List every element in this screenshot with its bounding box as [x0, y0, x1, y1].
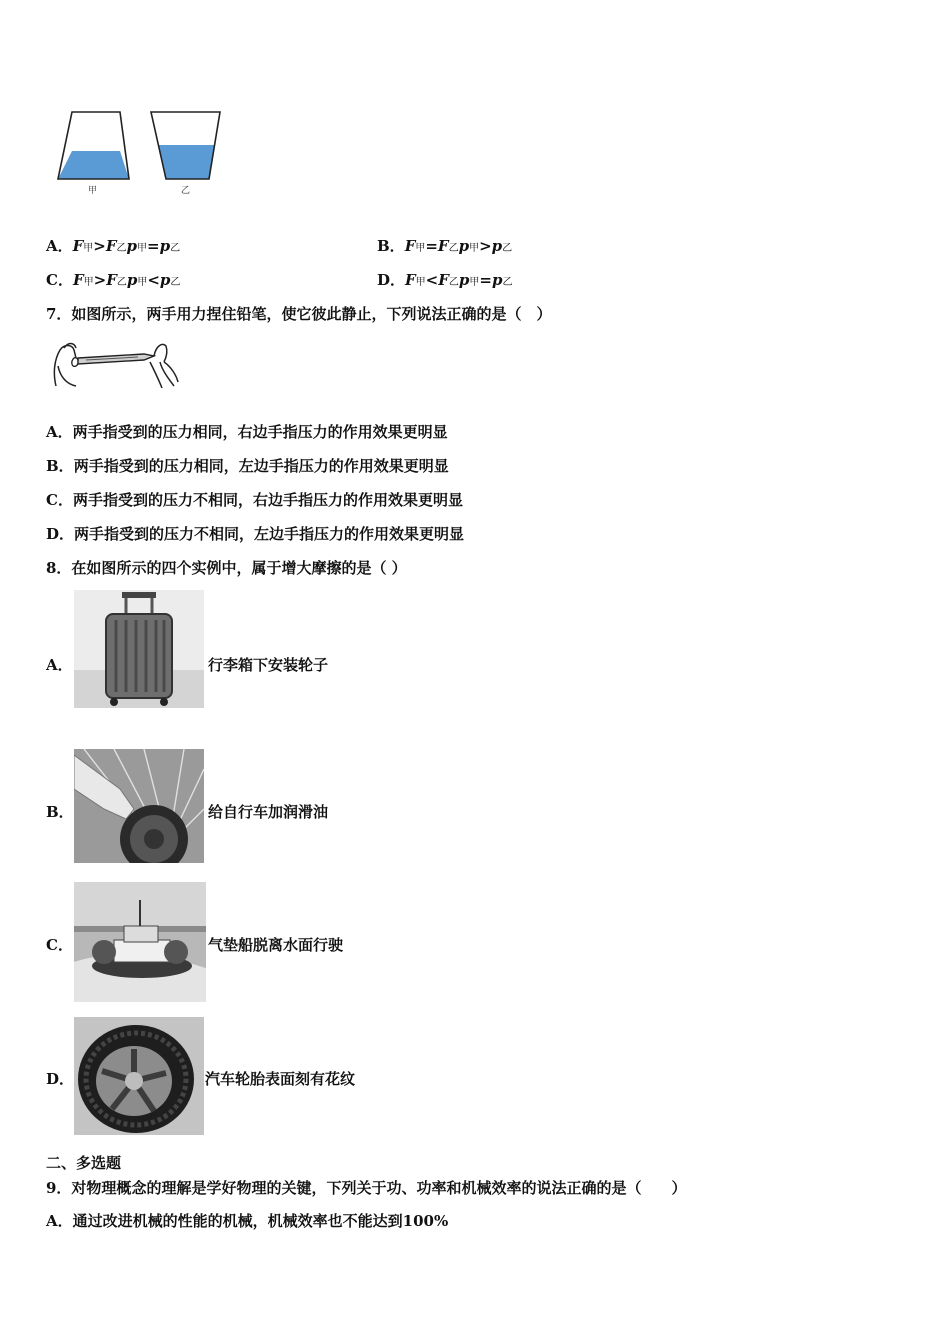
q7-option-b[interactable]: B．两手指受到的压力相同，左边手指压力的作用效果更明显: [46, 457, 449, 475]
q8-option-d-text: 汽车轮胎表面刻有花纹: [205, 1070, 356, 1088]
car-tire-photo: [74, 1017, 204, 1135]
q6-option-b[interactable]: B．F甲=F乙p甲>p乙: [377, 237, 513, 255]
q8-option-a-text: 行李箱下安装轮子: [208, 656, 329, 674]
bicycle-oil-photo: [74, 749, 204, 863]
q8-option-b-letter[interactable]: B．: [46, 803, 74, 821]
q8-option-c-text: 气垫船脱离水面行驶: [208, 936, 344, 954]
q6-containers-figure: [50, 105, 230, 200]
suitcase-photo: [74, 590, 204, 708]
hovercraft-photo: [74, 882, 206, 1002]
water-yi: [158, 145, 215, 179]
q8-stem: 8．在如图所示的四个实例中，属于增大摩擦的是（ ）: [46, 559, 407, 577]
q8-option-c-letter[interactable]: C．: [46, 936, 73, 954]
label-yi: 乙: [181, 186, 191, 196]
q6-option-a[interactable]: A．F甲>F乙p甲=p乙: [46, 237, 181, 255]
q8-option-a-letter[interactable]: A．: [46, 656, 73, 674]
container-jia: [58, 112, 129, 179]
q6-option-d[interactable]: D．F甲<F乙p甲=p乙: [377, 271, 513, 289]
q8-option-d-letter[interactable]: D．: [46, 1070, 75, 1088]
q9-stem: 9．对物理概念的理解是学好物理的关键，下列关于功、功率和机械效率的说法正确的是（ ）: [46, 1179, 687, 1197]
label-jia: 甲: [88, 186, 98, 196]
section-title: 二、多选题: [46, 1154, 122, 1172]
q9-option-a[interactable]: A．通过改进机械的性能的机械，机械效率也不能达到100%: [46, 1212, 449, 1230]
container-yi: [151, 112, 220, 179]
q7-option-a[interactable]: A．两手指受到的压力相同，右边手指压力的作用效果更明显: [46, 423, 448, 441]
q6-option-c[interactable]: C．F甲>F乙p甲<p乙: [46, 271, 181, 289]
q7-option-c[interactable]: C．两手指受到的压力不相同，右边手指压力的作用效果更明显: [46, 491, 463, 509]
water-jia: [58, 151, 129, 179]
q8-option-b-text: 给自行车加润滑油: [208, 803, 329, 821]
q7-stem: 7．如图所示，两手用力捏住铅笔，使它彼此静止，下列说法正确的是（ ）: [46, 305, 552, 323]
q7-option-d[interactable]: D．两手指受到的压力不相同，左边手指压力的作用效果更明显: [46, 525, 465, 543]
pencil-fingers-figure: [50, 336, 182, 392]
pencil: [78, 354, 154, 364]
